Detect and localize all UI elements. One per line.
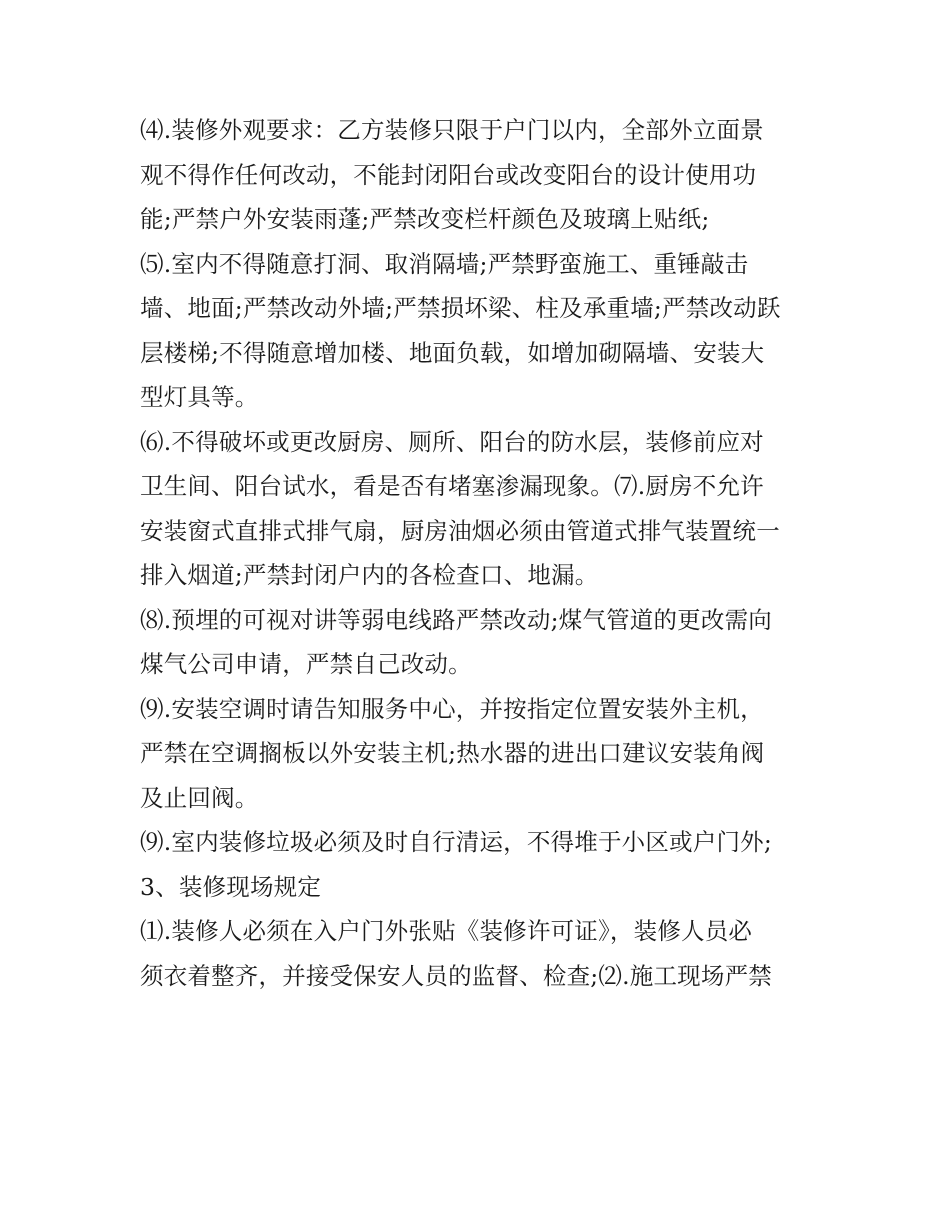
text-line: ⑸.室内不得随意打洞、取消隔墙;严禁野蛮施工、重锤敲击 xyxy=(140,249,749,278)
document-page xyxy=(140,108,820,998)
text-line: ⑴.装修人必须在入户门外张贴《装修许可证》，装修人员必 xyxy=(140,917,753,945)
text-line: ⑼.室内装修垃圾必须及时自行清运，不得堆于小区或户门外; xyxy=(140,828,772,856)
text-line: 煤气公司申请，严禁自己改动。 xyxy=(140,650,472,678)
paragraph-item-9a xyxy=(140,687,820,821)
text-line: 排入烟道;严禁封闭户内的各检查口、地漏。 xyxy=(140,561,599,589)
paragraph-item-5 xyxy=(140,242,820,420)
text-line: 层楼梯;不得随意增加楼、地面负载，如增加砌隔墙、安装大 xyxy=(140,338,765,367)
text-line: 墙、地面;严禁改动外墙;严禁损坏梁、柱及承重墙;严禁改动跃 xyxy=(140,294,781,322)
paragraph-item-1-2 xyxy=(140,909,820,998)
paragraph-item-4 xyxy=(140,108,820,242)
section-heading-3 xyxy=(140,865,820,910)
text-line: ⑹.不得破坏或更改厨房、厕所、阳台的防水层，装修前应对 xyxy=(140,427,764,456)
paragraph-item-8 xyxy=(140,598,820,687)
text-line: 卫生间、阳台试水，看是否有堵塞渗漏现象。⑺.厨房不允许 xyxy=(140,472,764,500)
text-line: 严禁在空调搁板以外安装主机;热水器的进出口建议安装角阀 xyxy=(140,739,765,767)
text-line: ⑼.安装空调时请告知服务中心，并按指定位置安装外主机， xyxy=(140,694,764,723)
text-line: 及止回阀。 xyxy=(140,783,259,812)
section-title: 3、装修现场规定 xyxy=(140,872,322,901)
text-line: 能;严禁户外安装雨蓬;严禁改变栏杆颜色及玻璃上贴纸; xyxy=(140,205,710,233)
paragraph-item-9b xyxy=(140,820,820,865)
text-line: 观不得作任何改动，不能封闭阳台或改变阳台的设计使用功 xyxy=(140,160,757,189)
text-line: 型灯具等。 xyxy=(140,383,259,411)
paragraph-item-6-7 xyxy=(140,420,820,598)
text-line: 安装窗式直排式排气扇，厨房油烟必须由管道式排气装置统一 xyxy=(140,516,780,545)
text-line: ⑻.预埋的可视对讲等弱电线路严禁改动;煤气管道的更改需向 xyxy=(140,605,772,634)
text-line: 须衣着整齐，并接受保安人员的监督、检查;⑵.施工现场严禁 xyxy=(140,961,772,990)
text-line: ⑷.装修外观要求：乙方装修只限于户门以内，全部外立面景 xyxy=(140,116,764,144)
